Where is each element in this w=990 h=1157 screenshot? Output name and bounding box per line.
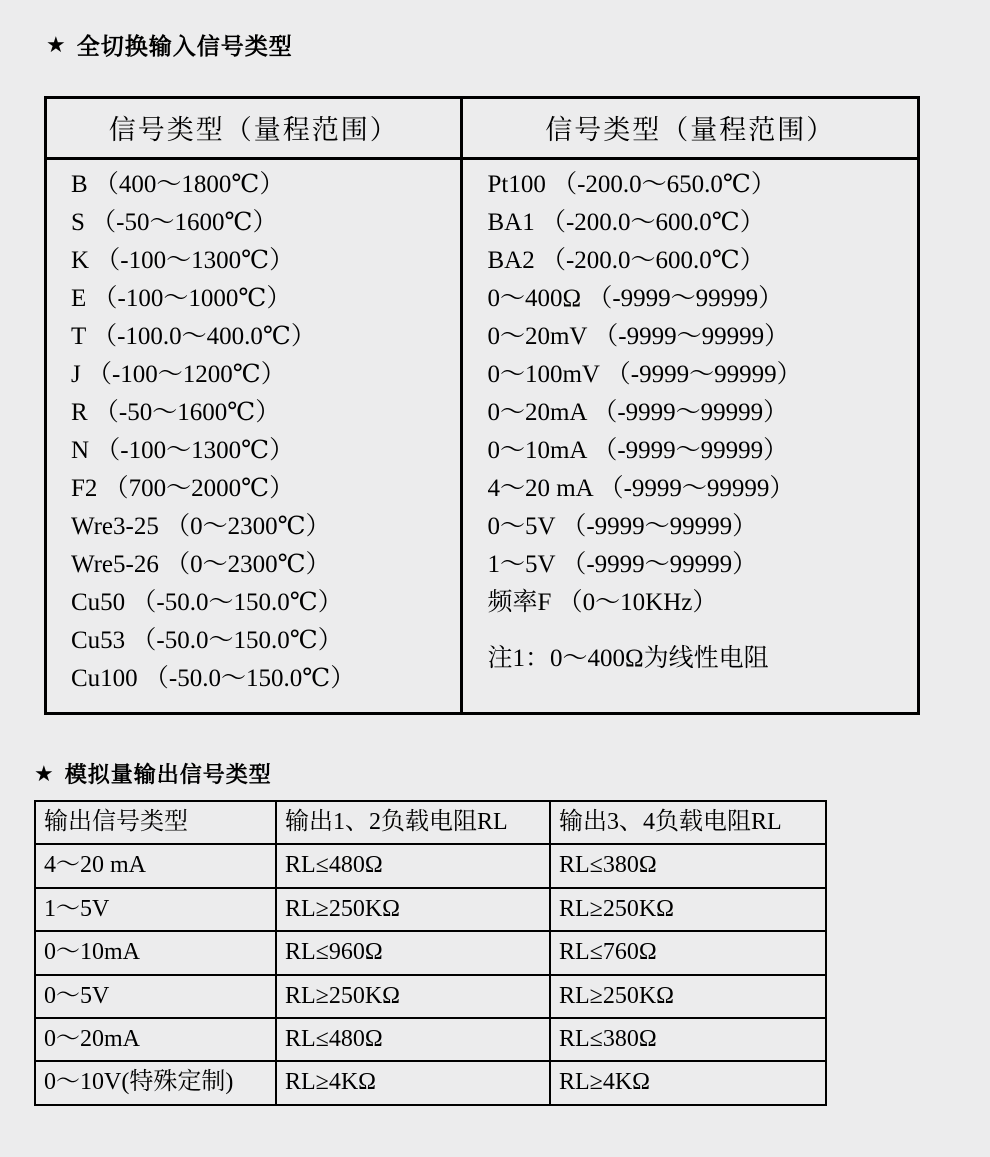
output-table-header-1: 输出1、2负载电阻RL [276, 801, 550, 844]
output-cell-rl34: RL≤760Ω [550, 931, 826, 974]
list-item: E （-100～1000℃） [71, 285, 292, 312]
output-cell-rl34: RL≤380Ω [550, 844, 826, 887]
list-item: F2 （700～2000℃） [71, 475, 295, 502]
list-item: J （-100～1200℃） [71, 361, 286, 388]
output-cell-type: 0～5V [35, 975, 276, 1018]
output-signal-table [34, 800, 827, 1106]
table-row [35, 1061, 826, 1104]
list-item: 0～20mA （-9999～99999） [487, 399, 789, 426]
list-item: 0～10mA （-9999～99999） [487, 437, 789, 464]
output-cell-type: 0～10mA [35, 931, 276, 974]
list-item: R （-50～1600℃） [71, 399, 281, 426]
list-item: T （-100.0～400.0℃） [71, 323, 316, 350]
list-item: N （-100～1300℃） [71, 437, 295, 464]
list-item: Cu50 （-50.0～150.0℃） [71, 589, 343, 616]
output-table-header-2: 输出3、4负载电阻RL [550, 801, 826, 844]
output-cell-rl34: RL≤380Ω [550, 1018, 826, 1061]
list-item: 0～400Ω （-9999～99999） [487, 285, 784, 312]
list-item: 0～100mV （-9999～99999） [487, 361, 802, 388]
table-header-row [35, 801, 826, 844]
input-signal-table [44, 96, 920, 715]
output-cell-rl34: RL≥250KΩ [550, 888, 826, 931]
list-item: Cu53 （-50.0～150.0℃） [71, 627, 343, 654]
table-row [35, 1018, 826, 1061]
output-cell-rl12: RL≤480Ω [276, 1018, 550, 1061]
input-table-header-right: 信号类型（量程范围） [462, 98, 919, 159]
output-cell-type: 0～20mA [35, 1018, 276, 1061]
output-cell-type: 1～5V [35, 888, 276, 931]
output-cell-rl12: RL≥250KΩ [276, 975, 550, 1018]
input-table-left-cell [46, 159, 462, 714]
input-signal-list-right [463, 166, 917, 640]
star-icon: ★ [34, 760, 55, 786]
list-item: Wre3-25 （0～2300℃） [71, 513, 331, 540]
output-cell-rl34: RL≥4KΩ [550, 1061, 826, 1104]
input-table-right-cell [462, 159, 919, 714]
input-signal-section-heading [46, 28, 293, 61]
list-item: BA1 （-200.0～600.0℃） [487, 209, 765, 236]
list-item: 0～20mV （-9999～99999） [487, 323, 790, 350]
list-item: 1～5V （-9999～99999） [487, 551, 758, 578]
output-table-header-0: 输出信号类型 [35, 801, 276, 844]
list-item: K （-100～1300℃） [71, 247, 295, 274]
list-item: Cu100 （-50.0～150.0℃） [71, 665, 356, 692]
table-body-row [46, 159, 919, 714]
output-signal-section-heading [34, 758, 272, 789]
list-item: S （-50～1600℃） [71, 209, 278, 236]
table-row [35, 975, 826, 1018]
output-cell-type: 4～20 mA [35, 844, 276, 887]
table-row [35, 844, 826, 887]
output-cell-rl12: RL≤480Ω [276, 844, 550, 887]
table-row [35, 931, 826, 974]
output-cell-rl12: RL≤960Ω [276, 931, 550, 974]
list-item: BA2 （-200.0～600.0℃） [487, 247, 765, 274]
input-signal-heading-label: 全切换输入信号类型 [76, 33, 293, 59]
star-icon: ★ [46, 31, 67, 57]
list-item: 4～20 mA （-9999～99999） [487, 475, 795, 502]
output-cell-rl12: RL≥250KΩ [276, 888, 550, 931]
output-cell-rl12: RL≥4KΩ [276, 1061, 550, 1104]
list-spacer [463, 622, 917, 640]
list-item: Wre5-26 （0～2300℃） [71, 551, 331, 578]
output-cell-rl34: RL≥250KΩ [550, 975, 826, 1018]
input-table-note: 注1：0～400Ω为线性电阻 [487, 645, 769, 672]
list-item: Pt100 （-200.0～650.0℃） [487, 171, 776, 198]
table-header-row [46, 98, 919, 159]
table-row [35, 888, 826, 931]
input-table-header-left: 信号类型（量程范围） [46, 98, 462, 159]
input-signal-list-left [47, 166, 460, 698]
list-item: B （400～1800℃） [71, 171, 285, 198]
list-item: 0～5V （-9999～99999） [487, 513, 758, 540]
output-signal-heading-label: 模拟量输出信号类型 [64, 762, 272, 787]
output-cell-type: 0～10V(特殊定制) [35, 1061, 276, 1104]
list-item: 频率F （0～10KHz） [487, 589, 718, 616]
